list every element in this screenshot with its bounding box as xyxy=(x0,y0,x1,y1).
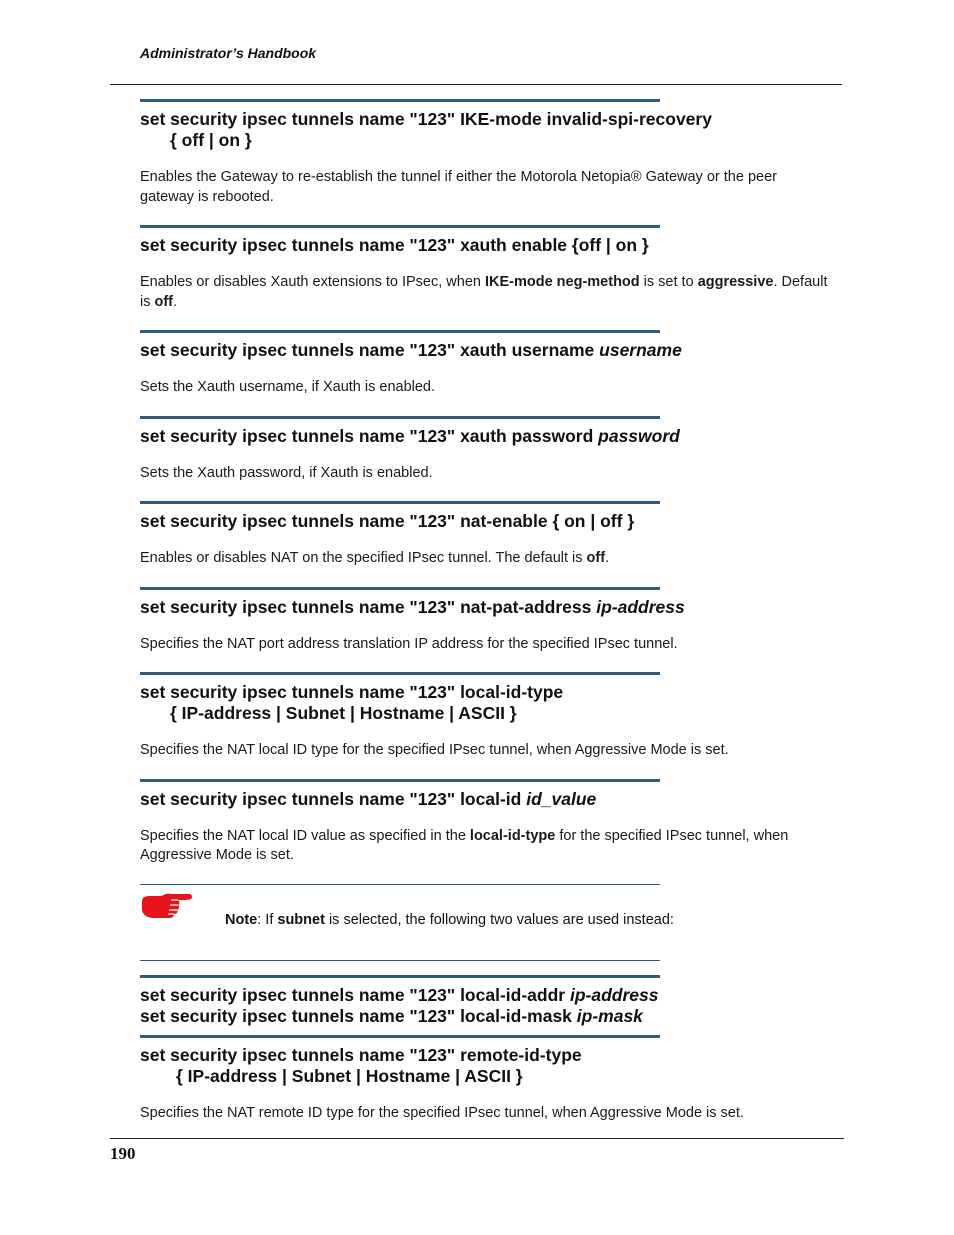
desc-text: Sets the Xauth password, if Xauth is enabled. xyxy=(140,464,433,481)
title-continuation: { off | on } xyxy=(170,130,252,150)
section-rule xyxy=(140,501,660,504)
title-param: ip-mask xyxy=(576,1005,643,1026)
command-title xyxy=(140,109,840,151)
desc-text: is set to xyxy=(639,274,698,290)
command-description xyxy=(140,168,830,207)
section-rule xyxy=(140,587,660,590)
page-content xyxy=(140,99,840,1141)
header-rule xyxy=(110,84,842,85)
section-rule xyxy=(140,330,660,333)
desc-text: Specifies the NAT remote ID type for the specified IPsec tunnel, when Aggressive Mode is set. xyxy=(140,1104,744,1121)
title-param: username xyxy=(599,340,682,360)
command-title xyxy=(140,789,840,810)
title-text: set security ipsec tunnels name "123" IKE-mode invalid-spi-recovery xyxy=(140,109,712,129)
command-description xyxy=(140,741,830,761)
title-continuation: { IP-address | Subnet | Hostname | ASCII } xyxy=(176,1065,523,1086)
command-local-id-type xyxy=(140,672,840,761)
note-bold: subnet xyxy=(277,911,325,928)
command-xauth-password xyxy=(140,416,840,484)
desc-bold: IKE-mode neg-method xyxy=(484,274,640,290)
pointing-hand-icon xyxy=(140,891,194,921)
title-param: id_value xyxy=(526,788,597,809)
title-text: set security ipsec tunnels name "123" local-id-mask xyxy=(140,1005,577,1026)
command-xauth-enable xyxy=(140,225,840,312)
command-xauth-username xyxy=(140,330,840,398)
page-number: 190 xyxy=(110,1144,136,1163)
section-rule xyxy=(140,225,660,228)
title-text: set security ipsec tunnels name "123" remote-id-type xyxy=(140,1044,582,1065)
desc-text: Enables or disables NAT on the specified IPsec tunnel. The default is xyxy=(140,550,587,566)
section-rule xyxy=(140,416,660,419)
title-continuation: { IP-address | Subnet | Hostname | ASCII } xyxy=(170,703,517,723)
title-text: set security ipsec tunnels name "123" local-id xyxy=(140,788,527,809)
command-title xyxy=(140,340,840,361)
command-ike-invalid-spi xyxy=(140,99,840,207)
title-text: set security ipsec tunnels name "123" xauth username xyxy=(140,340,600,360)
note-text-part: is selected, the following two values are used instead: xyxy=(324,911,674,928)
note-text-part: : If xyxy=(257,911,278,928)
command-title xyxy=(140,985,840,1027)
note-body xyxy=(140,885,840,931)
command-title xyxy=(140,235,840,256)
title-text: set security ipsec tunnels name "123" xauth password xyxy=(140,425,599,446)
desc-text: Specifies the NAT local ID value as specified in the xyxy=(140,827,470,844)
desc-text: Enables or disables Xauth extensions to IPsec, when xyxy=(140,274,485,290)
note-label: Note xyxy=(225,911,258,928)
command-title xyxy=(140,511,840,532)
desc-text: . xyxy=(173,293,178,310)
command-description xyxy=(140,549,830,569)
command-remote-id-type xyxy=(140,1035,840,1124)
command-description xyxy=(140,464,830,484)
note-box xyxy=(140,884,840,961)
command-nat-pat-address xyxy=(140,587,840,655)
desc-bold: off xyxy=(154,293,174,310)
desc-text: . xyxy=(605,550,610,566)
command-description xyxy=(140,827,830,866)
title-param: ip-address xyxy=(596,596,685,617)
command-description xyxy=(140,378,830,398)
command-description xyxy=(140,1104,830,1124)
title-param: password xyxy=(598,425,680,446)
command-local-id xyxy=(140,779,840,866)
desc-text: Specifies the NAT port address translation IP address for the specified IPsec tunnel. xyxy=(140,635,678,652)
note-rule-bottom xyxy=(140,960,660,961)
section-rule xyxy=(140,975,660,978)
command-title xyxy=(140,597,840,618)
running-head: Administrator’s Handbook xyxy=(140,45,317,61)
desc-text: Enables the Gateway to re-establish the tunnel if either the Motorola Netopia® Gateway or the peer gateway is rebooted. xyxy=(140,169,777,205)
section-rule xyxy=(140,99,660,102)
desc-bold: aggressive xyxy=(697,274,774,290)
command-description xyxy=(140,273,830,312)
title-text: set security ipsec tunnels name "123" nat-enable { on | off } xyxy=(140,511,635,531)
command-nat-enable xyxy=(140,501,840,569)
desc-text: Specifies the NAT local ID type for the specified IPsec tunnel, when Aggressive Mode is set. xyxy=(140,742,729,758)
command-title xyxy=(140,1045,840,1087)
title-text: set security ipsec tunnels name "123" local-id-type xyxy=(140,682,564,702)
section-rule xyxy=(140,779,660,782)
title-param: ip-address xyxy=(569,984,659,1005)
desc-bold: local-id-type xyxy=(469,827,556,844)
command-title xyxy=(140,426,840,447)
note-text xyxy=(225,911,674,930)
command-description xyxy=(140,635,830,655)
desc-text: . Default is xyxy=(140,274,828,310)
footer-rule xyxy=(110,1138,844,1139)
title-text: set security ipsec tunnels name "123" xauth enable {off | on } xyxy=(140,235,649,255)
section-rule xyxy=(140,672,660,675)
title-text: set security ipsec tunnels name "123" nat-pat-address xyxy=(140,596,597,617)
title-text: set security ipsec tunnels name "123" local-id-addr xyxy=(140,984,570,1005)
command-title xyxy=(140,682,840,724)
section-rule xyxy=(140,1035,660,1038)
desc-text: Sets the Xauth username, if Xauth is enabled. xyxy=(140,379,436,395)
desc-text: for the specified IPsec tunnel, when Aggressive Mode is set. xyxy=(140,827,789,863)
desc-bold: off xyxy=(586,550,606,566)
command-local-id-addr-mask xyxy=(140,975,840,1027)
